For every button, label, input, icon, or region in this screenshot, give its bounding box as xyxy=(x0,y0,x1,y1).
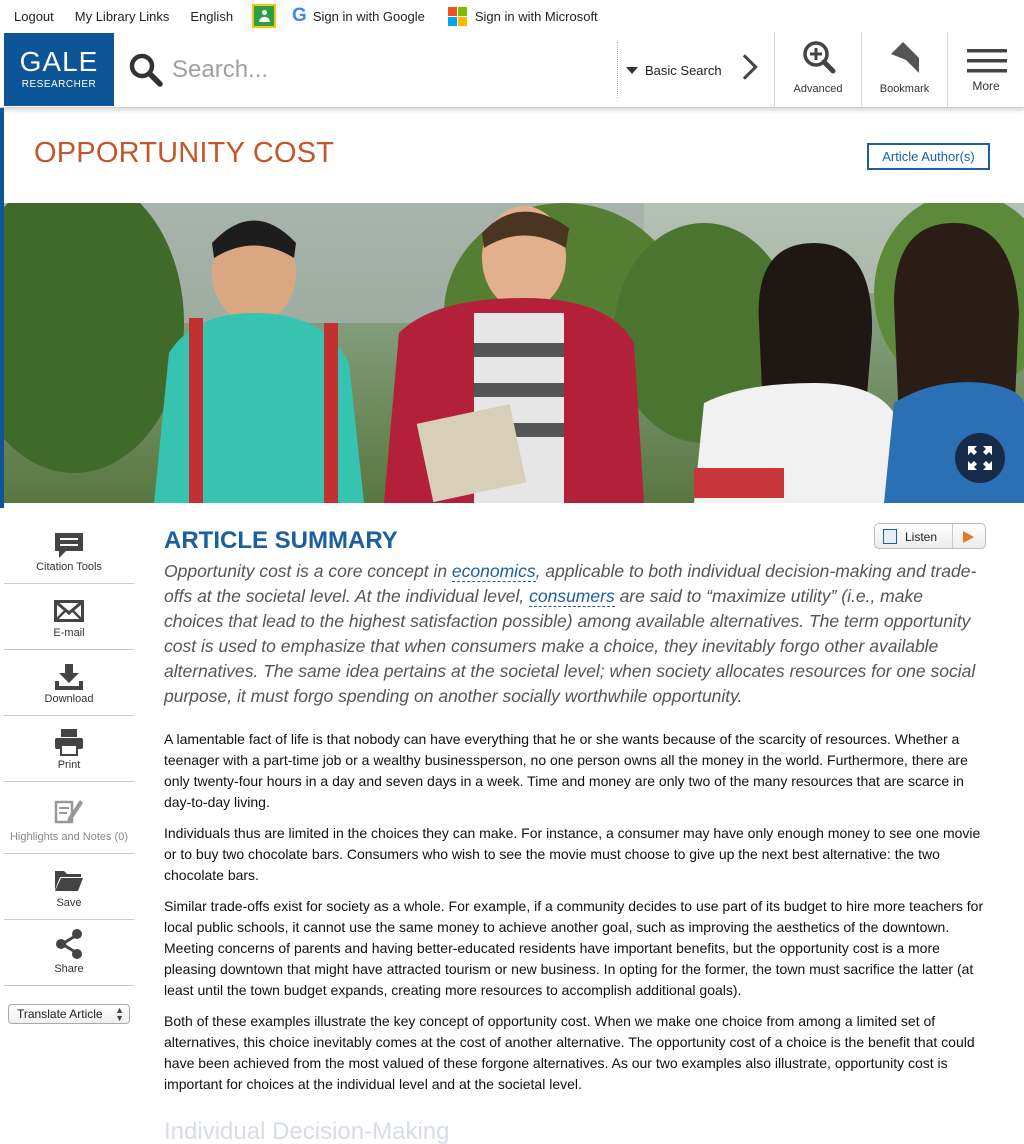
translate-article-select[interactable] xyxy=(8,1004,130,1024)
play-icon[interactable] xyxy=(963,531,974,543)
summary-text-3: are said to “maximize utility” (i.e., make choices that lead to the highest satisfaction possible) among available alternatives. The term opportunity cost is used to emphasize that when consumers make a choice, they inevitably forgo other available alternatives. The same idea pertains at the societal level; when society allocates resources for one social purpose, it must forgo spending on another socially worthwhile opportunity. xyxy=(164,586,976,706)
speech-bubble-icon xyxy=(54,532,84,560)
gale-logo[interactable] xyxy=(4,33,114,106)
article-authors-button[interactable]: Article Author(s) xyxy=(867,143,990,170)
citation-tools-label: Citation Tools xyxy=(36,561,102,573)
library-links-link[interactable]: My Library Links xyxy=(74,8,170,24)
email-button[interactable] xyxy=(4,584,134,650)
printer-icon xyxy=(54,728,84,756)
print-label: Print xyxy=(57,759,81,771)
body-paragraph: Similar trade-offs exist for society as a whole. For example, if a community decides to use part of its budget to hire more teachers for local public schools, it cannot use the same money to achieve another goal, such as improving the aesthetics of the downtown. Meeting concerns of parents and having better-educated residents have important benefits, but the opportunity cost is a more pleasing downtown that might have attracted tourism or new business. In opting for the former, the town must sacrifice the latter (at least until the town budget expands, creating more resources to accomplish additional goals). xyxy=(164,898,984,998)
folder-icon xyxy=(54,868,84,892)
article-summary xyxy=(164,559,984,709)
language-link[interactable]: English xyxy=(190,8,234,24)
speaker-icon xyxy=(883,529,897,544)
share-button[interactable] xyxy=(4,920,134,986)
page-title: OPPORTUNITY COST xyxy=(34,137,335,169)
download-icon xyxy=(54,663,84,691)
search-icon[interactable] xyxy=(128,52,164,88)
citation-tools-button[interactable] xyxy=(4,518,134,584)
next-section-heading: Individual Decision-Making xyxy=(164,1118,450,1144)
email-label: E-mail xyxy=(53,627,85,639)
advanced-search-button[interactable] xyxy=(774,32,861,107)
google-signin-link[interactable]: Sign in with Google xyxy=(312,8,425,24)
microsoft-icon xyxy=(448,7,467,26)
listen-button[interactable] xyxy=(874,523,986,549)
summary-text-1: Opportunity cost is a core concept in xyxy=(164,561,452,581)
caret-down-icon xyxy=(626,67,638,74)
highlights-notes-label: Highlights and Notes (0) xyxy=(9,831,128,843)
body-paragraph: Individuals thus are limited in the choices they can make. For instance, a consumer may have only enough money to see one movie or to buy two chocolate bars. Consumers who wish to see the movie must choose to give up the next best alternative: the two chocolate bars. xyxy=(164,825,981,883)
search-input[interactable] xyxy=(172,52,602,88)
expand-icon xyxy=(955,433,1005,483)
chevron-right-icon[interactable] xyxy=(732,54,757,79)
share-label: Share xyxy=(54,963,84,975)
article-body xyxy=(164,729,990,1105)
download-button[interactable] xyxy=(4,650,134,716)
envelope-icon xyxy=(54,600,84,622)
expand-image-button[interactable] xyxy=(955,433,1005,483)
listen-divider xyxy=(952,524,953,548)
search-mode-select[interactable] xyxy=(617,42,772,98)
zoom-plus-icon xyxy=(801,40,837,76)
search-mode-label: Basic Search xyxy=(645,62,722,78)
utility-bar xyxy=(0,0,1024,32)
logout-link[interactable]: Logout xyxy=(14,8,54,24)
logo-subtitle: RESEARCHER xyxy=(21,79,97,90)
logo-title: GALE xyxy=(19,46,99,77)
article-tools xyxy=(4,518,134,986)
pencil-notes-icon xyxy=(54,796,84,826)
advanced-label: Advanced xyxy=(793,83,843,95)
stepper-arrows-icon: ▲ ▼ xyxy=(115,1005,124,1023)
main-header xyxy=(0,32,1024,108)
hero-image xyxy=(4,203,1024,503)
more-label: More xyxy=(972,79,1000,93)
bookmark-label: Bookmark xyxy=(879,83,930,95)
microsoft-signin-link[interactable]: Sign in with Microsoft xyxy=(474,8,598,24)
body-paragraph: Both of these examples illustrate the key concept of opportunity cost. When we make one choice from among a limited set of alternatives, this choice inevitably comes at the cost of another alternative. The opportunity cost of a choice is the benefit that could have been achieved from the most valued of these forgone alternatives. As our two examples also illustrate, opportunity cost is important for choices at the individual level and at the societal level. xyxy=(164,1013,975,1092)
article-summary-heading: ARTICLE SUMMARY xyxy=(164,527,398,554)
listen-label: Listen xyxy=(905,530,938,544)
body-paragraph: A lamentable fact of life is that nobody can have everything that he or she wants because of the scarcity of resources. Whether a teenager with a part-time job or a wealthy businessperson, no one person owns all the money in the world. Furthermore, there are only twenty-four hours in a day and seven days in a week. Time and money are only two of the many resources that are scarce in day-to-day living. xyxy=(164,731,968,810)
bookmark-icon xyxy=(887,40,923,76)
download-label: Download xyxy=(44,693,94,705)
summary-text-2: , applicable to both individual decision-making and trade-offs at the societal level. At the individual level, xyxy=(164,561,977,606)
save-label: Save xyxy=(56,897,82,909)
economics-link[interactable]: economics xyxy=(451,561,536,581)
translate-label: Translate Article xyxy=(17,1007,103,1021)
google-icon: G xyxy=(292,5,307,26)
consumers-link[interactable]: consumers xyxy=(529,586,615,606)
print-button[interactable] xyxy=(4,716,134,782)
google-classroom-icon[interactable] xyxy=(252,4,276,28)
highlights-notes-button[interactable] xyxy=(4,782,134,854)
more-menu-button[interactable] xyxy=(947,32,1024,107)
bookmark-button[interactable] xyxy=(861,32,947,107)
save-button[interactable] xyxy=(4,854,134,920)
share-icon xyxy=(54,929,84,959)
hamburger-icon xyxy=(967,49,1007,75)
